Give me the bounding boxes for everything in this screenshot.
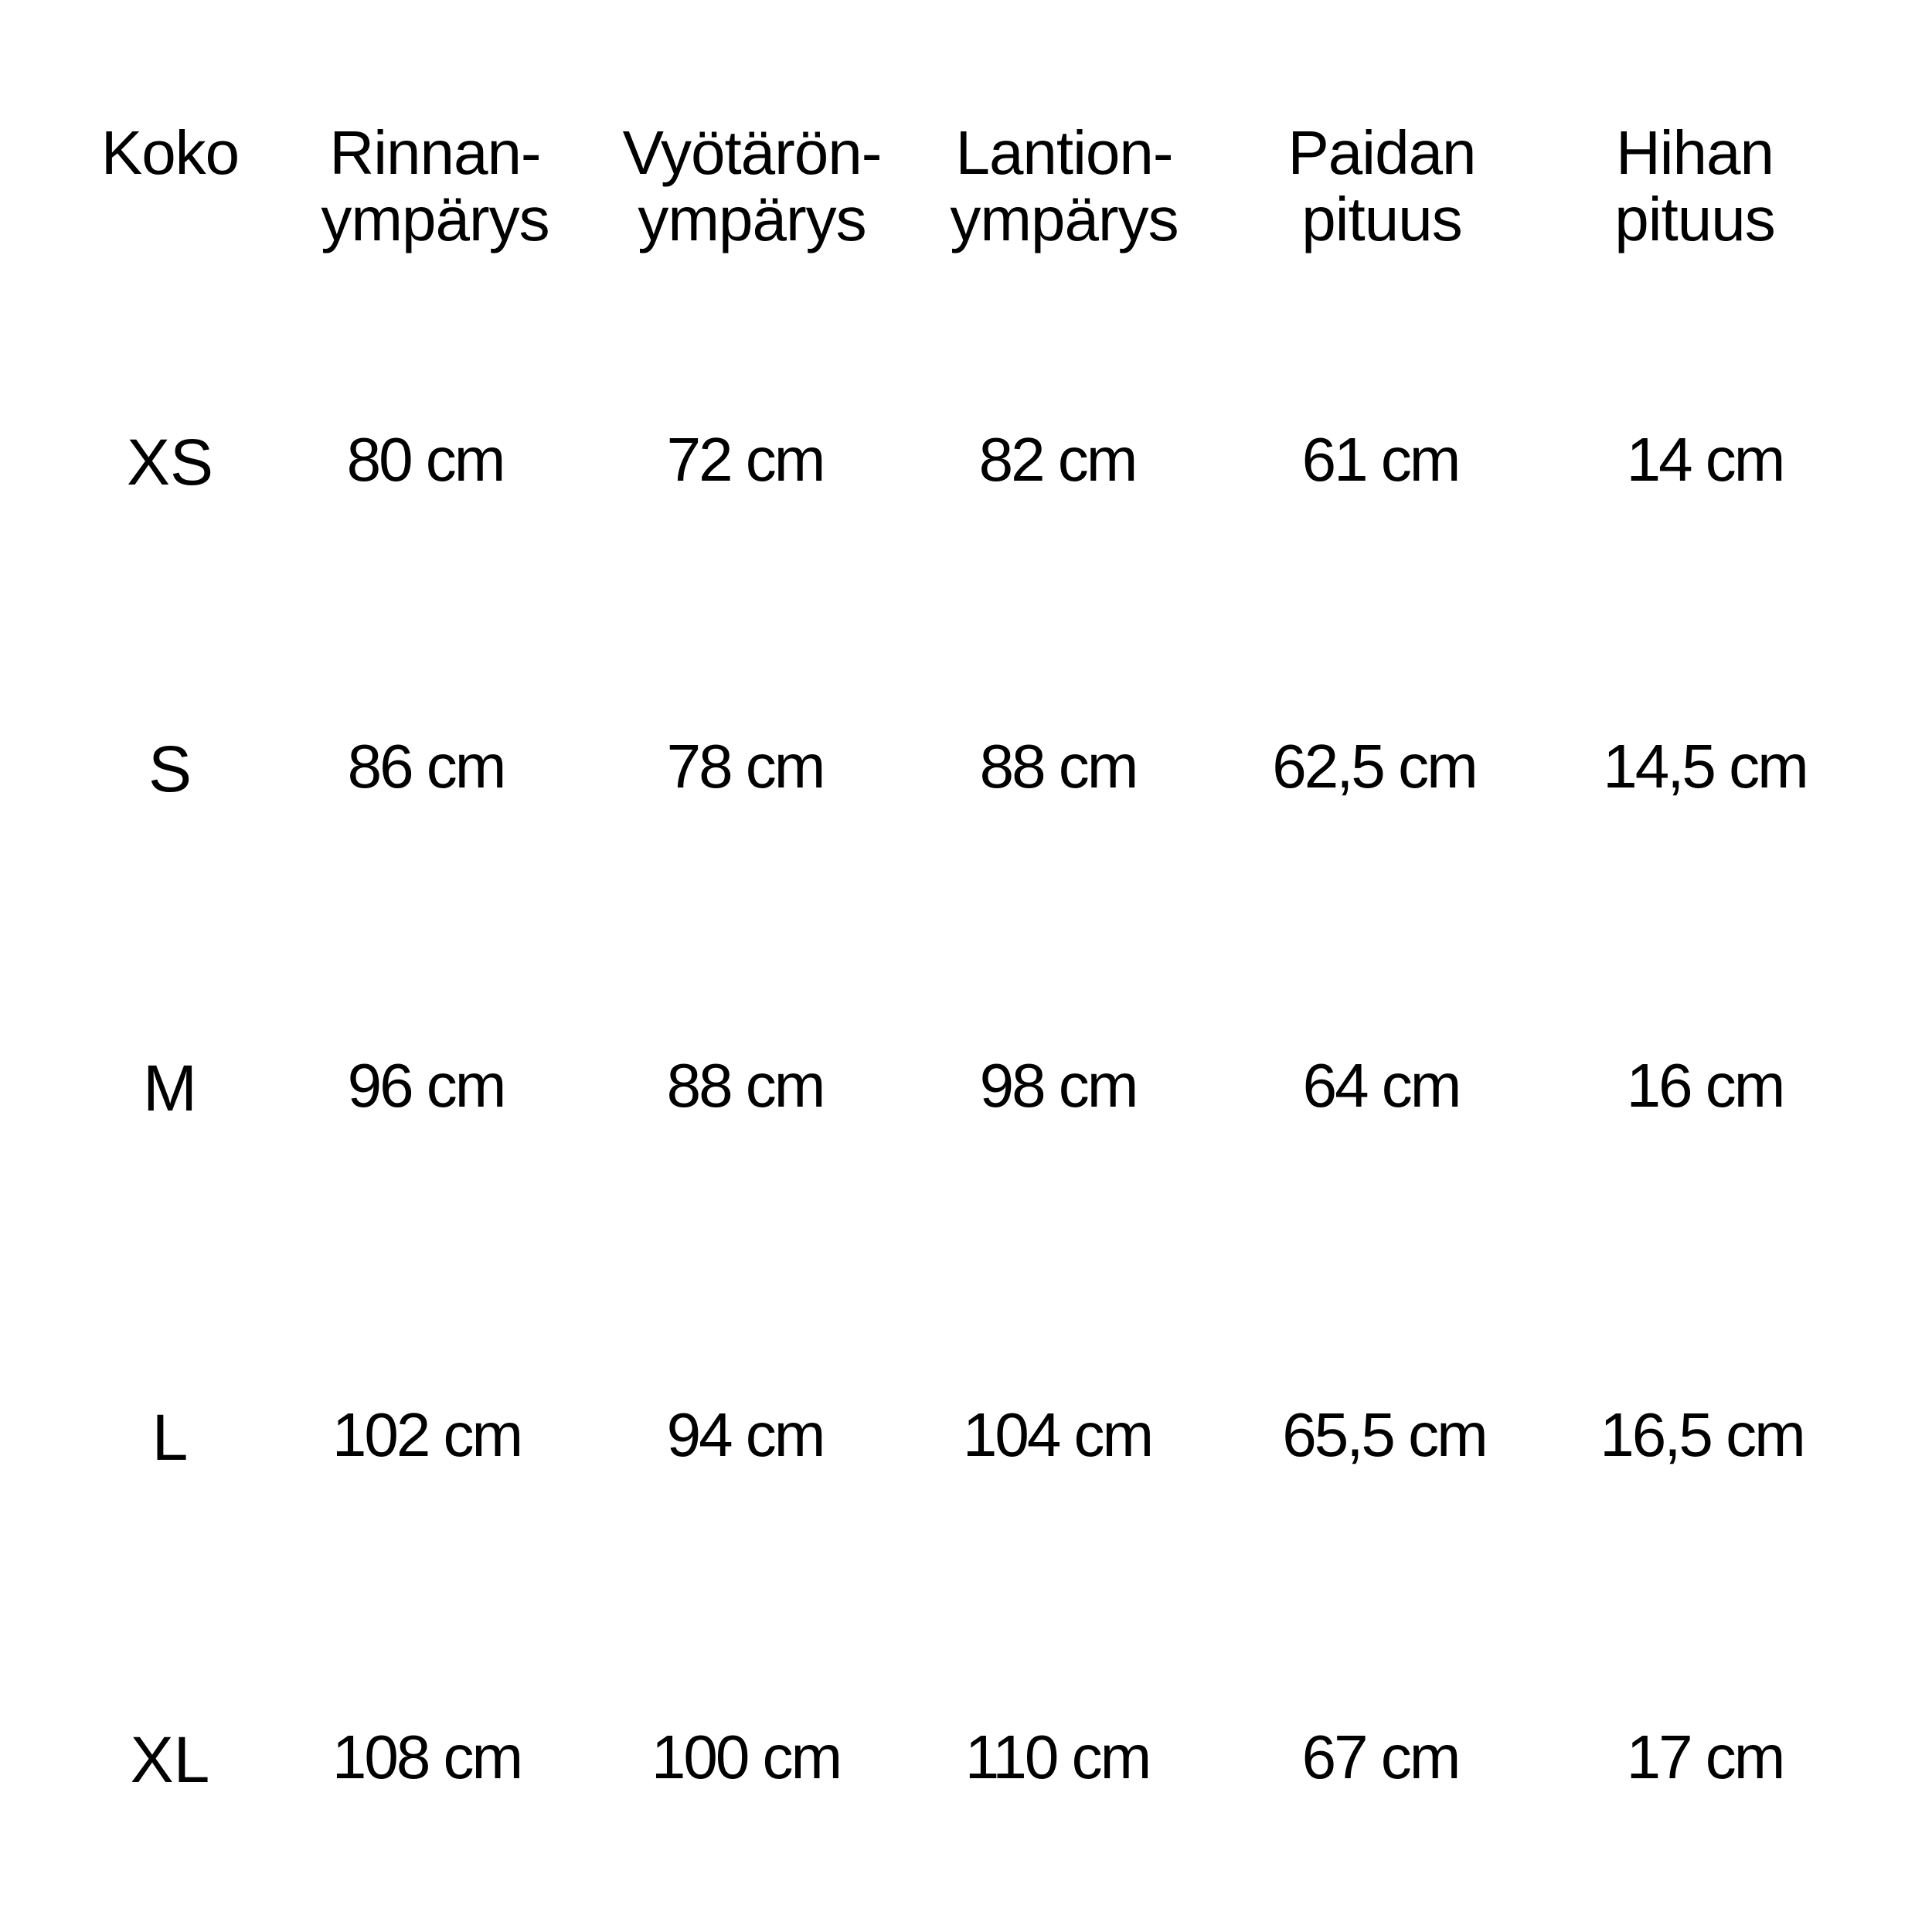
header-hip-line1: Lantion- (955, 118, 1173, 187)
hip-value: 104 cm (962, 1400, 1152, 1469)
sleeve-length-value: 16 cm (1626, 1051, 1784, 1120)
chest-value: 80 cm (346, 425, 504, 494)
waist-value: 72 cm (666, 425, 824, 494)
header-size-line1: Koko (100, 118, 240, 187)
header-shirt-length-line1: Paidan (1287, 118, 1476, 187)
sleeve-length-value: 14,5 cm (1603, 732, 1807, 801)
size-label: XS (126, 426, 214, 498)
sleeve-length-value: 16,5 cm (1600, 1400, 1804, 1469)
size-label: XL (130, 1723, 210, 1796)
header-sleeve-length (1614, 120, 1774, 253)
waist-value: 100 cm (651, 1723, 841, 1791)
header-shirt-length-line2: pituus (1301, 185, 1462, 253)
size-label: S (148, 733, 192, 805)
chest-value: 86 cm (347, 732, 505, 801)
waist-value: 88 cm (666, 1051, 824, 1120)
header-waist (623, 120, 882, 253)
header-chest-line1: Rinnan- (329, 118, 541, 187)
sleeve-length-value: 14 cm (1626, 425, 1784, 494)
header-waist-line2: ympärys (638, 185, 866, 253)
header-hip-line2: ympärys (950, 185, 1179, 253)
waist-value: 94 cm (666, 1400, 824, 1469)
chest-value: 108 cm (332, 1723, 522, 1791)
header-sleeve-length-line1: Hihan (1615, 118, 1774, 187)
hip-value: 82 cm (978, 425, 1136, 494)
header-chest (321, 120, 549, 253)
size-label: L (151, 1401, 189, 1474)
shirt-length-value: 64 cm (1302, 1051, 1460, 1120)
chest-value: 96 cm (347, 1051, 505, 1120)
hip-value: 98 cm (979, 1051, 1137, 1120)
size-label: M (143, 1052, 197, 1124)
hip-value: 110 cm (964, 1723, 1150, 1791)
hip-value: 88 cm (979, 732, 1137, 801)
header-hip (950, 120, 1178, 253)
shirt-length-value: 65,5 cm (1282, 1400, 1486, 1469)
header-chest-line2: ympärys (321, 185, 549, 253)
shirt-length-value: 62,5 cm (1272, 732, 1476, 801)
header-size (101, 120, 239, 186)
sleeve-length-value: 17 cm (1626, 1723, 1784, 1791)
shirt-length-value: 61 cm (1301, 425, 1459, 494)
header-shirt-length (1287, 120, 1475, 253)
chest-value: 102 cm (332, 1400, 522, 1469)
shirt-length-value: 67 cm (1301, 1723, 1459, 1791)
waist-value: 78 cm (666, 732, 824, 801)
header-waist-line1: Vyötärön- (622, 118, 882, 187)
header-sleeve-length-line2: pituus (1614, 185, 1775, 253)
